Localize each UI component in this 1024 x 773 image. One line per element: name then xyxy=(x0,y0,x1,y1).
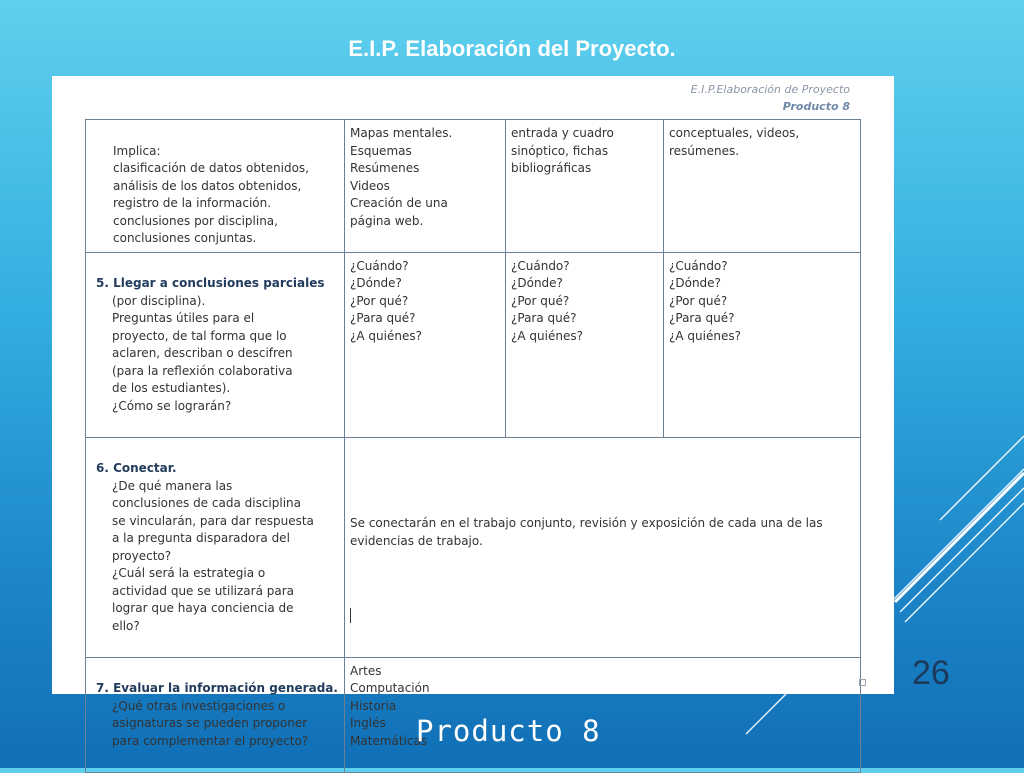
row-description: Implica: clasificación de datos obtenidos, análisis de los datos obtenidos, registro de la información. conclusiones por disciplina, conclusiones conjuntas. xyxy=(113,143,309,245)
footer-label: Producto 8 xyxy=(416,714,601,748)
connect-description: Se conectarán en el trabajo conjunto, revisión y exposición de cada una de las evidencias de trabajo. xyxy=(350,516,823,548)
document-header-title: E.I.P.Elaboración de Proyecto xyxy=(690,83,850,96)
text-cursor xyxy=(350,608,351,623)
page-number: 26 xyxy=(912,654,950,692)
table-cell xyxy=(86,657,345,772)
row-description: ¿Qué otras investigaciones o asignaturas se pueden proponer para complementar el proyecto? xyxy=(112,698,309,748)
table-cell: Artes Computación Historia Inglés Matemáticas xyxy=(345,657,861,772)
table-cell: ¿Cuándo? ¿Dónde? ¿Por qué? ¿Para qué? ¿A quiénes? xyxy=(506,252,664,437)
table-cell: conceptuales, videos, resúmenes. xyxy=(664,120,861,253)
row-description: ¿De qué manera las conclusiones de cada disciplina se vincularán, para dar respuesta a la pregunta disparadora del proyecto? ¿Cuál será la estrategia o actividad que se utilizará para lograr que haya conciencia de ello? xyxy=(112,478,314,633)
table-row xyxy=(86,252,861,437)
table-row xyxy=(86,120,861,253)
table-cell: ¿Cuándo? ¿Dónde? ¿Por qué? ¿Para qué? ¿A quiénes? xyxy=(345,252,506,437)
document-header xyxy=(691,81,850,115)
table-row xyxy=(86,437,861,657)
row-description: (por disciplina). Preguntas útiles para el proyecto, de tal forma que lo aclaren, describan o descifren (para la reflexión colaborativa de los estudiantes). ¿Cómo se lograrán? xyxy=(112,293,293,413)
table-cell xyxy=(86,252,345,437)
project-table xyxy=(85,119,861,773)
document-header-product: Producto 8 xyxy=(782,100,850,113)
table-cell xyxy=(345,437,861,657)
table-cell xyxy=(86,437,345,657)
table-cell: entrada y cuadro sinóptico, fichas bibliográficas xyxy=(506,120,664,253)
row-heading: 7. Evaluar la información generada. xyxy=(96,681,338,695)
table-cell: Mapas mentales. Esquemas Resúmenes Videos Creación de una página web. xyxy=(345,120,506,253)
slide-title: E.I.P. Elaboración del Proyecto. xyxy=(348,36,676,61)
document-page xyxy=(52,76,894,748)
anchor-square-icon xyxy=(859,679,866,686)
row-heading: 5. Llegar a conclusiones parciales xyxy=(96,276,325,290)
row-heading: 6. Conectar. xyxy=(96,461,177,475)
table-cell: ¿Cuándo? ¿Dónde? ¿Por qué? ¿Para qué? ¿A quiénes? xyxy=(664,252,861,437)
table-cell xyxy=(86,120,345,253)
